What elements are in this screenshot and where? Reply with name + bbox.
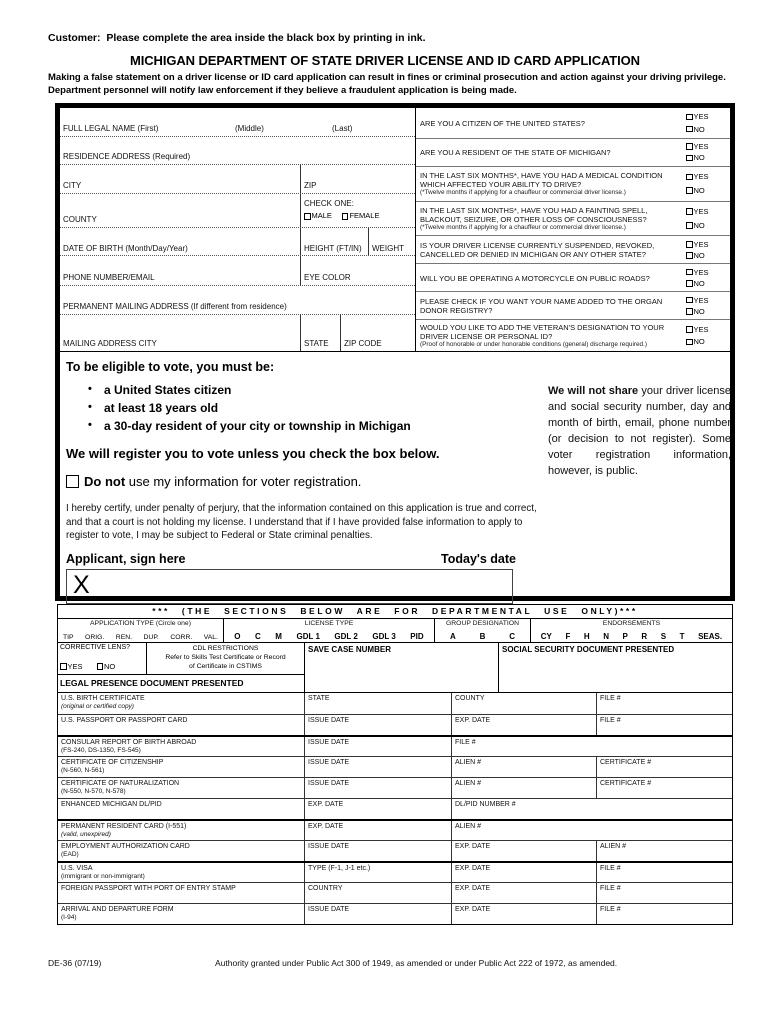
list-item bbox=[88, 381, 546, 399]
doc-note: (N-560, N-561) bbox=[61, 767, 105, 775]
phone-email-label: PHONE NUMBER/EMAIL bbox=[63, 273, 155, 283]
question-resident bbox=[416, 139, 730, 167]
cell-label: FILE # bbox=[600, 884, 621, 892]
save-case-number-label: SAVE CASE NUMBER bbox=[308, 645, 391, 654]
doc-cell[interactable] bbox=[451, 737, 732, 756]
height-label: HEIGHT (FT/IN) bbox=[304, 243, 362, 253]
privacy-paragraph bbox=[548, 384, 731, 480]
doc-cell[interactable] bbox=[596, 778, 732, 798]
doc-note: (I-94) bbox=[61, 914, 77, 922]
doc-cell[interactable] bbox=[596, 715, 732, 735]
cell-label: FILE # bbox=[600, 905, 621, 913]
yes-label: YES bbox=[693, 207, 709, 217]
sign-here-label: Applicant, sign here bbox=[66, 552, 186, 567]
cell-label: EXP. DATE bbox=[455, 905, 491, 913]
signature-x-mark: X bbox=[73, 571, 90, 600]
eye-color-field[interactable] bbox=[300, 256, 415, 285]
form-number: DE-36 (07/19) bbox=[48, 958, 102, 968]
yes-label: YES bbox=[693, 142, 709, 152]
yes-label: YES bbox=[693, 112, 709, 122]
endorse-option-t[interactable]: T bbox=[679, 632, 685, 641]
privacy-rest-text: your driver license and social security number, day and month of birth, email, phone number (or decision to not register). Some voter registration information, however, is public. bbox=[548, 385, 731, 477]
bullet-icon: • bbox=[88, 383, 92, 395]
doc-name: ENHANCED MICHIGAN DL/PID bbox=[61, 800, 162, 808]
mailing-city-field[interactable] bbox=[60, 315, 300, 351]
endorse-option-r[interactable]: R bbox=[641, 632, 648, 641]
doc-name: CERTIFICATE OF CITIZENSHIP bbox=[61, 758, 164, 766]
doc-cell[interactable] bbox=[596, 841, 732, 861]
doc-cell[interactable] bbox=[451, 863, 596, 882]
license-type-column bbox=[223, 619, 434, 642]
phone-eye-row bbox=[60, 256, 415, 286]
app-type-option-orig[interactable]: ORIG. bbox=[85, 634, 105, 641]
corrective-no-checkbox[interactable] bbox=[97, 663, 104, 670]
doc-cell[interactable] bbox=[596, 904, 732, 924]
middle-name-label: (Middle) bbox=[235, 124, 264, 134]
group-designation-header: GROUP DESIGNATION bbox=[445, 620, 519, 627]
endorse-option-f[interactable]: F bbox=[565, 632, 571, 641]
license-option-gdl2[interactable]: GDL 2 bbox=[334, 632, 358, 641]
no-label: NO bbox=[693, 124, 705, 134]
endorse-option-seas[interactable]: SEAS. bbox=[698, 632, 723, 641]
doc-cell[interactable] bbox=[304, 715, 451, 735]
save-case-number-cell[interactable] bbox=[304, 643, 498, 692]
question-veteran bbox=[416, 320, 730, 351]
yes-label: YES bbox=[693, 267, 709, 277]
question-citizen bbox=[416, 108, 730, 139]
voter-register-heading: We will register you to vote unless you check the box below. bbox=[66, 446, 440, 461]
yes-label: YES bbox=[67, 662, 83, 671]
doc-name: ARRIVAL AND DEPARTURE FORM bbox=[61, 905, 174, 913]
cell-label: ISSUE DATE bbox=[308, 842, 350, 850]
mailing-city-label: MAILING ADDRESS CITY bbox=[63, 339, 157, 349]
full-name-label: FULL LEGAL NAME (First) bbox=[63, 124, 159, 134]
doc-name: U.S. BIRTH CERTIFICATE bbox=[61, 694, 145, 702]
endorse-option-s[interactable]: S bbox=[660, 632, 667, 641]
doc-cell[interactable] bbox=[596, 863, 732, 882]
dept-second-row bbox=[58, 643, 732, 693]
warning-line-1: Making a false statement on a driver license or ID card application can result in fines or criminal prosecution and action against your driving privilege. bbox=[48, 72, 726, 83]
no-label: NO bbox=[104, 662, 116, 671]
departmental-section bbox=[57, 604, 733, 925]
dob-height-weight-row bbox=[60, 228, 415, 257]
cell-label: ISSUE DATE bbox=[308, 738, 350, 746]
bullet-text: a United States citizen bbox=[104, 383, 232, 397]
yes-label: YES bbox=[693, 172, 709, 182]
applicant-black-box bbox=[55, 103, 735, 601]
doc-row-us-visa bbox=[58, 861, 732, 882]
cell-label: EXP. DATE bbox=[455, 884, 491, 892]
no-label: NO bbox=[693, 306, 705, 316]
optout-bold-text: Do not bbox=[84, 474, 126, 489]
citizen-yes-checkbox[interactable] bbox=[686, 114, 693, 121]
doc-note: (original or certified copy) bbox=[61, 703, 134, 711]
endorse-option-h[interactable]: H bbox=[583, 632, 590, 641]
license-option-c[interactable]: C bbox=[255, 632, 261, 641]
cell-label: CERTIFICATE # bbox=[600, 758, 652, 766]
cell-label: FILE # bbox=[455, 738, 476, 746]
questions-column bbox=[415, 108, 730, 351]
doc-cell[interactable] bbox=[596, 757, 732, 777]
zip-code-field[interactable] bbox=[340, 315, 415, 351]
voter-optout-checkbox[interactable] bbox=[66, 475, 79, 488]
fields-column bbox=[60, 108, 415, 351]
female-checkbox[interactable] bbox=[342, 213, 349, 220]
doc-row-foreign-passport bbox=[58, 882, 732, 903]
doc-note: (EAD) bbox=[61, 851, 79, 859]
no-label: NO bbox=[693, 185, 705, 195]
bullet-icon: • bbox=[88, 401, 92, 413]
doc-row-naturalization bbox=[58, 777, 732, 798]
weight-field[interactable] bbox=[368, 228, 415, 256]
cell-label: CERTIFICATE # bbox=[600, 779, 652, 787]
voter-eligibility-list bbox=[88, 381, 546, 435]
corrective-yes-checkbox[interactable] bbox=[60, 663, 67, 670]
check-one-label: CHECK ONE: bbox=[304, 198, 354, 208]
application-type-column bbox=[58, 619, 223, 642]
dob-field[interactable] bbox=[60, 228, 300, 256]
phone-email-field[interactable] bbox=[60, 256, 300, 285]
zip-label: ZIP bbox=[304, 180, 317, 190]
cell-label: ISSUE DATE bbox=[308, 779, 350, 787]
license-type-header: LICENSE TYPE bbox=[304, 620, 354, 627]
cell-label: ISSUE DATE bbox=[308, 716, 350, 724]
cell-label: COUNTRY bbox=[308, 884, 343, 892]
full-name-field[interactable] bbox=[60, 108, 415, 137]
social-security-doc-cell[interactable] bbox=[498, 643, 732, 692]
doc-name: PERMANENT RESIDENT CARD (I-551) bbox=[61, 822, 187, 830]
application-type-header: APPLICATION TYPE (Circle one) bbox=[90, 620, 191, 627]
doc-cell[interactable] bbox=[596, 883, 732, 903]
citizen-no-checkbox[interactable] bbox=[686, 126, 693, 133]
question-suspended bbox=[416, 236, 730, 264]
doc-cell[interactable] bbox=[451, 693, 596, 714]
doc-row-ead bbox=[58, 840, 732, 861]
doc-cell[interactable] bbox=[596, 693, 732, 714]
cell-label: STATE bbox=[308, 694, 330, 702]
zip-field[interactable] bbox=[300, 165, 415, 193]
mailing-address-label: PERMANENT MAILING ADDRESS (If different from residence) bbox=[63, 302, 287, 312]
doc-row-permanent-resident bbox=[58, 819, 732, 840]
residence-address-label: RESIDENCE ADDRESS (Required) bbox=[63, 151, 191, 161]
weight-label: WEIGHT bbox=[372, 243, 404, 253]
last-name-label: (Last) bbox=[332, 124, 353, 134]
doc-cell[interactable] bbox=[304, 904, 451, 924]
doc-cell[interactable] bbox=[451, 757, 596, 777]
donor-no-checkbox[interactable] bbox=[686, 308, 693, 315]
yes-label: YES bbox=[693, 295, 709, 305]
donor-yes-checkbox[interactable] bbox=[686, 297, 693, 304]
question-text: IN THE LAST SIX MONTHS*, HAVE YOU HAD A MEDICAL CONDITION WHICH AFFECTED YOUR ABILITY TO DRIVE? bbox=[420, 171, 663, 190]
doc-name: U.S. VISA bbox=[61, 864, 93, 872]
yes-label: YES bbox=[693, 239, 709, 249]
doc-row-passport bbox=[58, 714, 732, 735]
cell-label: FILE # bbox=[600, 716, 621, 724]
doc-name: EMPLOYMENT AUTHORIZATION CARD bbox=[61, 842, 190, 850]
question-text: PLEASE CHECK IF YOU WANT YOUR NAME ADDED TO THE ORGAN DONOR REGISTRY? bbox=[420, 297, 663, 316]
license-option-o[interactable]: O bbox=[234, 632, 241, 641]
group-option-a[interactable]: A bbox=[449, 632, 456, 641]
height-field[interactable] bbox=[300, 228, 368, 256]
corrective-lens-cell bbox=[58, 643, 146, 674]
page-title: MICHIGAN DEPARTMENT OF STATE DRIVER LICENSE AND ID CARD APPLICATION bbox=[130, 53, 640, 68]
warning-line-2: Department personnel will notify law enforcement if they believe a fraudulent application is being made. bbox=[48, 85, 517, 96]
resident-no-checkbox[interactable] bbox=[686, 155, 693, 162]
list-item bbox=[88, 399, 546, 417]
license-option-m[interactable]: M bbox=[275, 632, 282, 641]
endorsements-header: ENDORSEMENTS bbox=[602, 620, 661, 627]
mailing-city-state-zip-row bbox=[60, 315, 415, 351]
state-field[interactable] bbox=[300, 315, 340, 351]
no-label: NO bbox=[693, 153, 705, 163]
app-type-option-val[interactable]: VAL. bbox=[203, 634, 218, 641]
group-designation-column bbox=[434, 619, 530, 642]
question-text: ARE YOU A RESIDENT OF THE STATE OF MICHIGAN? bbox=[420, 148, 611, 158]
doc-cell[interactable] bbox=[304, 693, 451, 714]
question-fainting bbox=[416, 202, 730, 237]
county-sex-row bbox=[60, 194, 415, 228]
customer-instruction: Customer: Please complete the area inside the black box by printing in ink. bbox=[48, 32, 426, 44]
veteran-no-checkbox[interactable] bbox=[686, 339, 693, 346]
endorse-option-p[interactable]: P bbox=[622, 632, 628, 641]
certification-paragraph: I hereby certify, under penalty of perjury, that the information contained on this application is true and correct, and that a court is not holding my license. I understand that if I have provided false information to apply to register to vote, I may be subject to Federal or State criminal penalties. bbox=[66, 503, 537, 542]
doc-row-citizenship bbox=[58, 756, 732, 777]
yes-label: YES bbox=[693, 324, 709, 334]
doc-name: CONSULAR REPORT OF BIRTH ABROAD bbox=[61, 738, 197, 746]
doc-cell[interactable] bbox=[304, 863, 451, 882]
bullet-icon: • bbox=[88, 419, 92, 431]
license-option-pid[interactable]: PID bbox=[410, 632, 424, 641]
motorcycle-yes-checkbox[interactable] bbox=[686, 269, 693, 276]
bullet-text: at least 18 years old bbox=[104, 401, 219, 415]
resident-yes-checkbox[interactable] bbox=[686, 143, 693, 150]
cell-label: COUNTY bbox=[455, 694, 485, 702]
county-label: COUNTY bbox=[63, 214, 97, 224]
doc-name: CERTIFICATE OF NATURALIZATION bbox=[61, 779, 180, 787]
question-text: WOULD YOU LIKE TO ADD THE VETERAN'S DESIGNATION TO YOUR DRIVER LICENSE OR PERSONAL ID? bbox=[420, 323, 665, 342]
cdl-restrictions-note1: Refer to Skills Test Certificate or Record bbox=[165, 654, 286, 662]
cdl-restrictions-cell[interactable] bbox=[146, 643, 304, 674]
sex-field bbox=[300, 194, 415, 227]
cell-label: FILE # bbox=[600, 864, 621, 872]
voter-section bbox=[60, 352, 731, 600]
authority-statement: Authority granted under Public Act 300 of 1949, as amended or under Public Act 222 of 1972, as amended. bbox=[215, 958, 618, 968]
privacy-bold-text: We will not share bbox=[548, 385, 639, 397]
dob-label: DATE OF BIRTH (Month/Day/Year) bbox=[63, 243, 188, 253]
doc-cell[interactable] bbox=[304, 883, 451, 903]
list-item bbox=[88, 417, 546, 435]
doc-cell[interactable] bbox=[304, 757, 451, 777]
group-option-c[interactable]: C bbox=[509, 632, 516, 641]
question-medical bbox=[416, 167, 730, 202]
cell-label: FILE # bbox=[600, 694, 621, 702]
departmental-banner: *** (THE SECTIONS BELOW ARE FOR DEPARTMENTAL USE ONLY)*** bbox=[58, 605, 732, 619]
doc-note: (FS-240, DS-1350, FS-545) bbox=[61, 747, 141, 755]
license-option-gdl3[interactable]: GDL 3 bbox=[372, 632, 396, 641]
question-note: (Proof of honorable or under honorable conditions (general) discharge required.) bbox=[420, 341, 648, 349]
doc-cell[interactable] bbox=[304, 841, 451, 861]
question-text: IN THE LAST SIX MONTHS*, HAVE YOU HAD A FAINTING SPELL, BLACKOUT, SEIZURE, OR OTHER LOSS OF CONSCIOUSNESS? bbox=[420, 206, 648, 225]
doc-cell[interactable] bbox=[451, 715, 596, 735]
endorse-option-cy[interactable]: CY bbox=[540, 632, 552, 641]
doc-note: (immigrant or non-immigrant) bbox=[61, 873, 145, 881]
doc-note: (valid, unexpired) bbox=[61, 831, 111, 839]
male-checkbox[interactable] bbox=[304, 213, 311, 220]
dept-header-row bbox=[58, 619, 732, 643]
corrective-lens-label: CORRECTIVE LENS? bbox=[60, 644, 131, 651]
todays-date-label: Today's date bbox=[441, 552, 516, 567]
cdl-restrictions-note2: of Certificate in CSTIMS bbox=[189, 663, 262, 671]
legal-presence-group bbox=[58, 643, 304, 692]
cell-label: EXP. DATE bbox=[308, 822, 344, 830]
question-note: (*Twelve months if applying for a chauffeur or commercial driver license.) bbox=[420, 224, 626, 232]
question-note: (*Twelve months if applying for a chauffeur or commercial driver license.) bbox=[420, 189, 626, 197]
county-field[interactable] bbox=[60, 194, 300, 227]
cdl-restrictions-title: CDL RESTRICTIONS bbox=[192, 645, 259, 652]
doc-cell[interactable] bbox=[304, 737, 451, 756]
endorsements-column bbox=[530, 619, 732, 642]
voter-eligibility-heading: To be eligible to vote, you must be: bbox=[66, 360, 275, 374]
signature-box[interactable] bbox=[66, 569, 513, 604]
cell-label: ISSUE DATE bbox=[308, 758, 350, 766]
residence-address-field[interactable] bbox=[60, 137, 415, 165]
veteran-yes-checkbox[interactable] bbox=[686, 326, 693, 333]
doc-row-enhanced-dlpid bbox=[58, 798, 732, 819]
app-type-option-corr[interactable]: CORR. bbox=[170, 634, 193, 641]
doc-row-birth-certificate bbox=[58, 693, 732, 714]
app-type-option-ren[interactable]: REN. bbox=[115, 634, 133, 641]
cell-label: ISSUE DATE bbox=[308, 905, 350, 913]
no-label: NO bbox=[693, 251, 705, 261]
doc-cell[interactable] bbox=[451, 821, 732, 840]
eye-color-label: EYE COLOR bbox=[304, 273, 351, 283]
no-label: NO bbox=[693, 337, 705, 347]
no-label: NO bbox=[693, 220, 705, 230]
doc-cell[interactable] bbox=[451, 778, 596, 798]
city-field[interactable] bbox=[60, 165, 300, 193]
male-label: MALE bbox=[311, 211, 332, 221]
city-zip-row bbox=[60, 165, 415, 194]
doc-note: (N-550, N-570, N-578) bbox=[61, 788, 126, 796]
license-option-gdl1[interactable]: GDL 1 bbox=[296, 632, 320, 641]
doc-cell[interactable] bbox=[451, 799, 732, 819]
bullet-text: a 30-day resident of your city or township in Michigan bbox=[104, 419, 411, 433]
question-organ-donor bbox=[416, 292, 730, 320]
suspended-no-checkbox[interactable] bbox=[686, 252, 693, 259]
doc-cell[interactable] bbox=[304, 799, 451, 819]
mailing-address-field[interactable] bbox=[60, 286, 415, 315]
voter-optout-row bbox=[66, 474, 546, 489]
fainting-yes-checkbox[interactable] bbox=[686, 208, 693, 215]
doc-cell[interactable] bbox=[304, 778, 451, 798]
doc-cell[interactable] bbox=[451, 904, 596, 924]
state-label: STATE bbox=[304, 339, 329, 349]
voter-left-column bbox=[66, 352, 546, 604]
doc-cell[interactable] bbox=[451, 883, 596, 903]
question-text: IS YOUR DRIVER LICENSE CURRENTLY SUSPENDED, REVOKED, CANCELLED OR DENIED IN MICHIGAN OR ANY OTHER STATE? bbox=[420, 241, 655, 260]
app-type-option-tip[interactable]: TIP bbox=[63, 634, 74, 641]
suspended-yes-checkbox[interactable] bbox=[686, 241, 693, 248]
fainting-no-checkbox[interactable] bbox=[686, 222, 693, 229]
question-motorcycle bbox=[416, 264, 730, 292]
group-option-b[interactable]: B bbox=[479, 632, 486, 641]
cell-label: DL/PID NUMBER # bbox=[455, 800, 516, 808]
motorcycle-no-checkbox[interactable] bbox=[686, 280, 693, 287]
cell-label: EXP. DATE bbox=[455, 864, 491, 872]
personal-info-grid bbox=[60, 108, 730, 352]
social-security-doc-label: SOCIAL SECURITY DOCUMENT PRESENTED bbox=[502, 645, 675, 654]
app-type-option-dup[interactable]: DUP. bbox=[143, 634, 159, 641]
doc-row-consular-report bbox=[58, 735, 732, 756]
cell-label: ALIEN # bbox=[600, 842, 627, 850]
cell-label: EXP. DATE bbox=[455, 716, 491, 724]
no-label: NO bbox=[693, 278, 705, 288]
cell-label: EXP. DATE bbox=[455, 842, 491, 850]
cell-label: ALIEN # bbox=[455, 758, 482, 766]
doc-name: FOREIGN PASSPORT WITH PORT OF ENTRY STAMP bbox=[61, 884, 236, 892]
city-label: CITY bbox=[63, 180, 82, 190]
medical-yes-checkbox[interactable] bbox=[686, 174, 693, 181]
cell-label: TYPE (F-1, J-1 etc.) bbox=[308, 864, 371, 872]
doc-cell[interactable] bbox=[451, 841, 596, 861]
question-text: ARE YOU A CITIZEN OF THE UNITED STATES? bbox=[420, 118, 585, 128]
endorse-option-n[interactable]: N bbox=[603, 632, 609, 641]
cell-label: ALIEN # bbox=[455, 779, 482, 787]
signature-labels-row bbox=[66, 552, 516, 566]
cell-label: ALIEN # bbox=[455, 822, 482, 830]
question-text: WILL YOU BE OPERATING A MOTORCYCLE ON PUBLIC ROADS? bbox=[420, 273, 650, 283]
optout-rest-text: use my information for voter registration. bbox=[125, 474, 362, 489]
female-label: FEMALE bbox=[349, 211, 380, 221]
cell-label: EXP. DATE bbox=[308, 800, 344, 808]
doc-row-i94 bbox=[58, 903, 732, 924]
doc-cell[interactable] bbox=[304, 821, 451, 840]
medical-no-checkbox[interactable] bbox=[686, 187, 693, 194]
zip-code-label: ZIP CODE bbox=[344, 339, 382, 349]
doc-name: U.S. PASSPORT OR PASSPORT CARD bbox=[61, 716, 188, 724]
legal-presence-heading: LEGAL PRESENCE DOCUMENT PRESENTED bbox=[60, 678, 244, 688]
